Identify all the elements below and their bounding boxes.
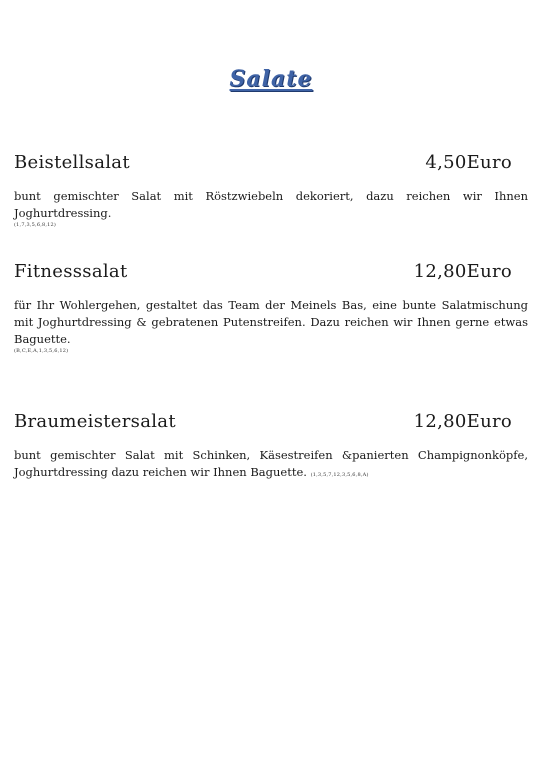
menu-item-beistellsalat — [14, 152, 528, 229]
menu-item-description: bunt gemischter Salat mit Röstzwiebeln dekoriert, dazu reichen wir Ihnen Joghurtdressing. — [14, 189, 528, 220]
menu-item-description-block — [14, 297, 528, 355]
menu-item-description: bunt gemischter Salat mit Schinken, Käsestreifen &panierten Champignonköpfe, Joghurtdressing dazu reichen wir Ihnen Baguette. — [14, 448, 528, 479]
menu-item-description: für Ihr Wohlergehen, gestaltet das Team der Meinels Bas, eine bunte Salatmischung mit Joghurtdressing & gebratenen Putenstreifen. Dazu reichen wir Ihnen gerne etwas Baguette. — [14, 298, 528, 346]
menu-item-description-block — [14, 447, 528, 481]
menu-item-header — [14, 411, 528, 437]
menu-item-price: 12,80Euro — [413, 261, 512, 282]
menu-item-allergens: (1,7,3,5,6,8,12) — [14, 222, 57, 228]
menu-item-description-block — [14, 188, 528, 229]
menu-item-name: Braumeistersalat — [14, 411, 176, 432]
menu-item-braumeistersalat — [14, 411, 528, 481]
menu-item-price: 4,50Euro — [425, 152, 512, 173]
menu-item-name: Fitnesssalat — [14, 261, 128, 282]
menu-item-fitnesssalat — [14, 261, 528, 355]
menu-item-allergens: (B,C,E,A,1,3,5,6,12) — [14, 348, 69, 354]
menu-item-price: 12,80Euro — [413, 411, 512, 432]
menu-item-name: Beistellsalat — [14, 152, 130, 173]
menu-item-allergens: (1,3,5,7,12,3,5,6,8,A) — [310, 472, 369, 478]
page-title: Salate — [229, 66, 313, 92]
menu-item-header — [14, 152, 528, 178]
menu-item-header — [14, 261, 528, 287]
